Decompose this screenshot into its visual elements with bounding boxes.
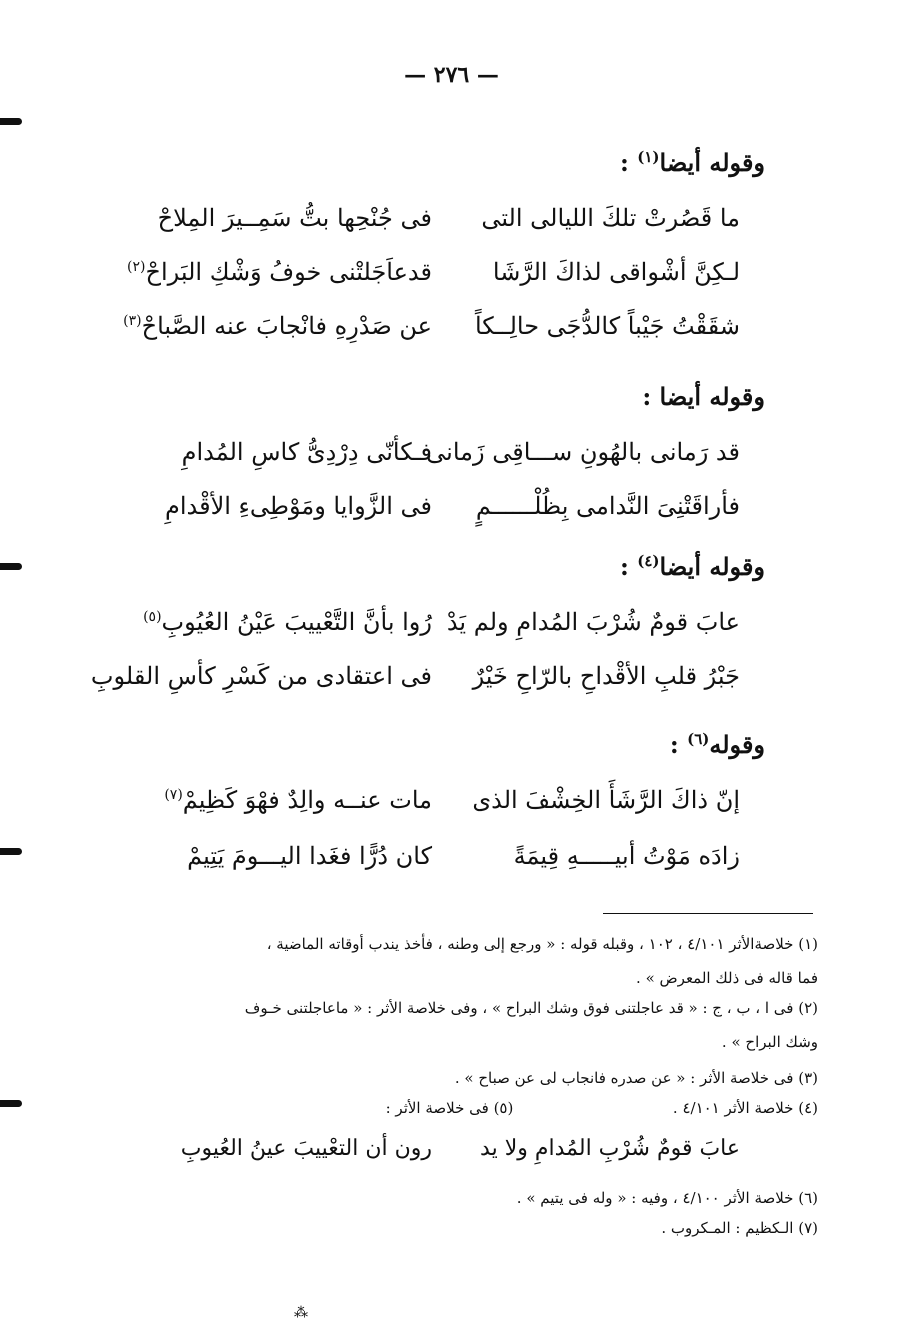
verse-line (150, 842, 740, 884)
footnote-verse-second: رون أن التعْييبَ عينُ العُيوبِ (180, 1136, 432, 1161)
footnote-2: (٢) فى ا ، ب ، ج : « قد عاجلتنى فوق وشك البراح » ، وفى خلاصة الأثر : « ماعاجلتنى خـوف (244, 999, 818, 1017)
page-ornament: ⁂ (294, 1305, 308, 1321)
footnote-6: (٦) خلاصة الأثر ٤/١٠٠ ، وفيه : « وله فى يتيم » . (516, 1189, 818, 1207)
section-heading: وقوله أيضا : (642, 382, 765, 411)
margin-mark (0, 118, 22, 125)
section-heading: وقوله$^{(٦)}$ : (669, 730, 765, 759)
section-heading: وقوله أيضا$^{(٤)}$ : (620, 552, 765, 581)
footnote-2-cont: وشك البراح » . (721, 1033, 818, 1051)
footnote-5: (٥) فى خلاصة الأثر : (385, 1099, 514, 1117)
footnote-verse-first: عابَ قومٌ شُرْبِ المُدامِ ولا يد (480, 1136, 740, 1161)
verse-second-hemistich: رُوا بأنَّ التَّعْييبَ عَيْنُ العُيُوبِ$^{(٥)}$ (143, 608, 432, 636)
footnote-1: (١) خلاصةالأثر ٤/١٠١ ، ١٠٢ ، وقبله قوله : « ورجع إلى وطنه ، فأخذ يندب أوقاته الماضية ، (266, 935, 818, 953)
verse-second-hemistich: كان دُرًّا فغَدا اليـــومَ يَتِيمْ (187, 842, 432, 870)
verse-first-hemistich: إنّ ذاكَ الرَّشَأَ الخِشْفَ الذى (472, 786, 740, 814)
verse-second-hemistich: فى جُنْحِها بتُّ سَمِــيرَ المِلاحْ (157, 204, 432, 232)
margin-mark (0, 848, 22, 855)
footnote-divider (603, 913, 813, 914)
verse-line (90, 662, 740, 704)
page-number: — ٢٧٦ — (404, 62, 499, 88)
verse-first-hemistich: قد رَمانى بالهُونِ ســـاقِى زَمانى (426, 438, 740, 466)
verse-first-hemistich: جَبْرُ قلبِ الأقْداحِ بالرّاحِ خَيْرٌ (472, 662, 740, 690)
margin-mark (0, 1100, 22, 1107)
verse-first-hemistich: فأراقَتْنِىَ النَّدامى بِظُلْــــــمٍ (475, 492, 740, 520)
footnote-ref: (٢) (127, 259, 146, 275)
verse-second-hemistich: فى اعتقادى من كَسْرِ كأسِ القلوبِ (90, 662, 432, 690)
section-heading: وقوله أيضا$^{(١)}$ : (620, 148, 765, 177)
margin-mark (0, 563, 22, 570)
verse-first-hemistich: ما قَصُرتْ تلكَ الليالى التى (481, 204, 740, 232)
verse-line (150, 492, 740, 534)
footnote-verse (150, 1136, 740, 1178)
verse-line (150, 204, 740, 246)
footnote-4: (٤) خلاصة الأثر ٤/١٠١ . (672, 1099, 818, 1117)
verse-line (127, 258, 740, 300)
verse-first-hemistich: شقَقْتُ جَيْباً كالدُّجَى حالِــكاً (474, 312, 740, 340)
footnote-1-cont: فما قاله فى ذلك المعرض » . (636, 969, 818, 987)
verse-second-hemistich: عن صَدْرِهِ فانْجابَ عنه الصَّباحْ$^{(٣)}$ (123, 312, 432, 340)
verse-line (150, 786, 740, 828)
verse-first-hemistich: لـكِنَّ أشْواقى لذاكَ الرَّشَا (492, 258, 740, 286)
footnote-3: (٣) فى خلاصة الأثر : « عن صدره فانجاب لى عن صباح » . (454, 1069, 818, 1087)
verse-line (143, 608, 740, 650)
verse-second-hemistich: مات عنــه والِدٌ فهْوَ كَظِيمْ$^{(٧)}$ (164, 786, 432, 814)
verse-first-hemistich: عابَ قومٌ شُرْبَ المُدامِ ولم يَدْ (446, 608, 740, 636)
footnote-ref: (٧) (164, 787, 183, 803)
footnote-ref: (٥) (143, 609, 162, 625)
footnote-7: (٧) الـكظيم : المـكروب . (661, 1219, 818, 1237)
verse-first-hemistich: زادَه مَوْتُ أبيـــــهِ قِيمَةً (513, 842, 740, 870)
verse-line (150, 438, 740, 480)
verse-line (123, 312, 740, 354)
footnote-4-5-row (88, 1094, 818, 1122)
footnote-ref: (٣) (123, 313, 142, 329)
verse-second-hemistich: قدعاَجَلتْنى خوفُ وَشْكِ البَراحْ$^{(٢)}$ (127, 258, 432, 286)
verse-second-hemistich: فى الزَّوايا ومَوْطِىءِ الأقْدامِ (164, 492, 432, 520)
verse-second-hemistich: فـكأنّى دِرْدِىُّ كاسِ المُدامِ (181, 438, 432, 466)
